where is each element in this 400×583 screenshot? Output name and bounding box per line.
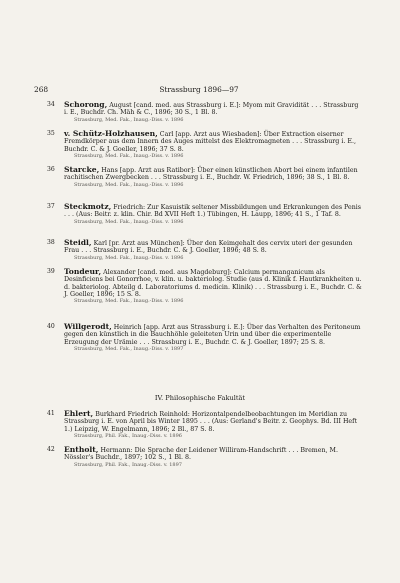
section-heading: IV. Philosophische Fakultät xyxy=(154,394,246,402)
entry-36 xyxy=(47,165,364,188)
entry-number: 34 xyxy=(47,101,55,108)
entry-author: Entholt, xyxy=(64,445,99,454)
entry-38 xyxy=(47,238,364,261)
entry-note: Strassburg, Med. Fak., Inaug.-Diss. v. 1897 xyxy=(74,345,184,352)
entry-34 xyxy=(47,100,364,123)
entry-number: 39 xyxy=(47,268,55,275)
entry-42 xyxy=(47,445,364,468)
entry-note: Strassburg, Med. Fak., Inaug.-Diss. v. 1896 xyxy=(74,254,184,261)
entry-author: Tondeur, xyxy=(64,267,102,276)
entry-author: Steckmotz, xyxy=(64,202,112,211)
entry-number: 36 xyxy=(47,166,55,173)
entry-note: Strassburg, Med. Fak., Inaug.-Diss. v. 1896 xyxy=(74,181,184,188)
page-number: 268 xyxy=(34,85,49,94)
entry-number: 37 xyxy=(47,203,55,210)
entry-text: Heinrich [app. Arzt aus Strassburg i. E.]: Über das Verhalten des Peritoneum gegen den künstlich in die Bauchhöhle geleiteten Urin und über die experimentelle Erzeugung der Urämie . . . Strassburg i. E., Buchdr. C. & J. Goeller, 1897; 25 S. 8. xyxy=(64,324,361,346)
entry-note: Strassburg, Phil. Fak., Inaug.-Diss. v. 1897 xyxy=(74,461,182,468)
entry-author: Ehlert, xyxy=(64,409,94,418)
running-title: Strassburg 1896—97 xyxy=(159,85,239,94)
entry-39 xyxy=(47,267,364,305)
entry-text: Carl [app. Arzt aus Wiesbaden]: Über Extraction eiserner Fremdkörper aus dem Innern des Auges mittelst des Elektromagneten . . . Strassburg i. E., Buchdr. C. & J. Goeller, 1896; 37 S. 8. xyxy=(64,131,356,153)
entry-number: 42 xyxy=(47,446,55,453)
entry-40 xyxy=(47,322,364,352)
entry-author: Steidl, xyxy=(64,238,92,247)
entry-author: Starcke, xyxy=(64,165,100,174)
entry-text: August [cand. med. aus Strassburg i. E.]: Myom mit Gravidität . . . Strassburg i. E., Buchdr. Ch. Mäh & C., 1896; 30 S., 1 Bl. 8. xyxy=(64,102,359,117)
entry-note: Strassburg, Med. Fak., Inaug.-Diss. v. 1896 xyxy=(74,116,184,123)
entry-note: Strassburg, Med. Fak., Inaug.-Diss. v. 1896 xyxy=(74,218,184,225)
entry-text: Hans [app. Arzt aus Ratibor]: Über einen künstlichen Abort bei einem infantilen rachitischen Zwergbecken . . . Strassburg i. E., Buchdr. W. Friedrich, 1896; 38 S., 1 Bl. 8. xyxy=(64,167,358,182)
entry-number: 41 xyxy=(47,410,55,417)
entry-text: Alexander [cand. med. aus Magdeburg]: Calcium permanganicum als Desinficiens bei Gonorrhoe, v. klin. u. bakteriolog. Studie (aus d. Klinik f. Hautkrankheiten u. d. bakteriolog. Abteilg d. Laboratoriums d. medicin. Klinik) . . . Strassburg i. E., Buchdr. C. & J. Goeller, 1896; 15 S. 8. xyxy=(64,269,362,298)
entry-number: 38 xyxy=(47,239,55,246)
entry-note: Strassburg, Med. Fak., Inaug.-Diss. v. 1896 xyxy=(74,152,184,159)
entry-35 xyxy=(47,129,364,159)
entry-note: Strassburg, Med. Fak., Inaug.-Diss. v. 1896 xyxy=(74,298,184,305)
entry-text: Friedrich: Zur Kasuistik seltener Missbildungen und Erkrankungen des Penis . . . (Aus: Beitr. z. klin. Chir. Bd XVII Heft 1.) Tübingen, H. Laupp, 1896; 41 S., 1 Taf. 8. xyxy=(64,204,362,219)
entry-author: Schorong, xyxy=(64,100,108,109)
entry-text: Karl [pr. Arzt aus München]: Über den Keimgehalt des cervix uteri der gesunden Frau . . . Strassburg i. E., Buchdr. C. & J. Goeller, 1896; 48 S. 8. xyxy=(64,240,353,255)
entry-note: Strassburg, Phil. Fak., Inaug.-Diss. v. 1896 xyxy=(74,432,182,439)
entry-41 xyxy=(47,409,364,439)
entry-author: v. Schütz-Holzhausen, xyxy=(64,129,158,138)
entry-author: Willgerodt, xyxy=(64,322,112,331)
entry-text: Burkhard Friedrich Reinhold: Horizontalpendelbeobachtungen im Meridian zu Strassburg i. E. von April bis Winter 1895 . . . (Aus: Gerland's Beitr. z. Geophys. Bd. III Heft 1.) Leipzig, W. Engelmann, 1896; 2 Bl., 87 S. 8. xyxy=(64,411,358,433)
entry-number: 35 xyxy=(47,130,55,137)
entry-37 xyxy=(47,202,364,225)
entry-number: 40 xyxy=(47,323,55,330)
entry-text: Hermann: Die Sprache der Leidener Williram-Handschrift . . . Bremen, M. Nössler's Buchdr., 1897; 102 S., 1 Bl. 8. xyxy=(64,447,338,462)
